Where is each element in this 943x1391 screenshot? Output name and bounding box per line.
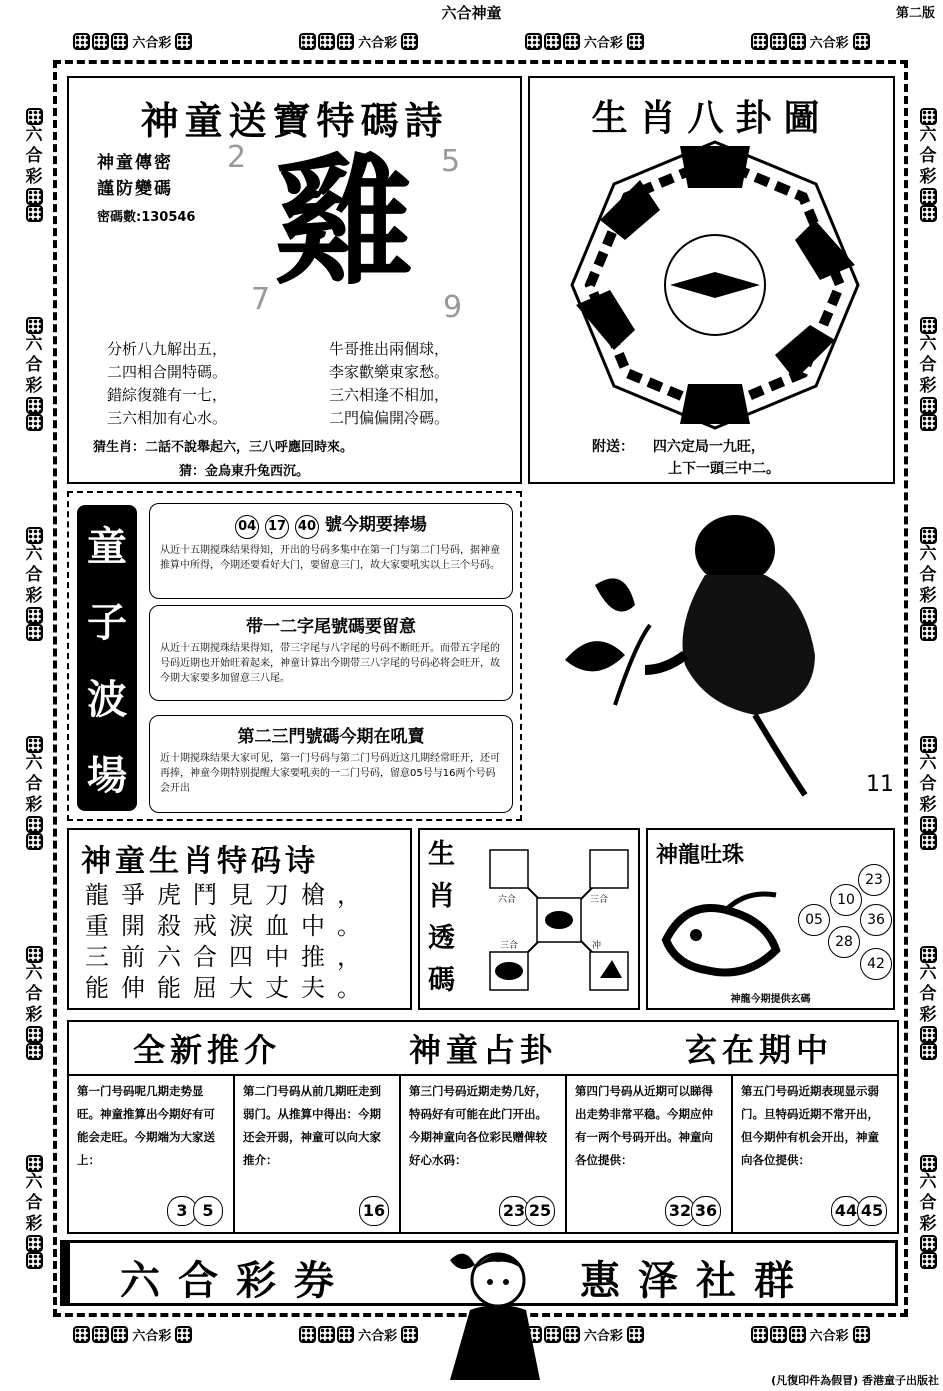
strip-label: 六 合 彩	[919, 334, 937, 397]
right-verses	[329, 338, 449, 430]
dice-icon	[26, 1155, 43, 1172]
block-body: 从近十五期搅珠结果得知，开出的号码多集中在第一门与第二门号码，据神童推算中所得，今期还要看好大门，要留意三门，故大家要吼实以上三个号码。	[160, 545, 500, 571]
secret-line-2: 謹防變碼	[97, 179, 173, 199]
dice-icon	[627, 1326, 644, 1343]
dice-icon	[299, 33, 316, 50]
dragon-box	[646, 828, 895, 1010]
strip-label: 六 合 彩	[25, 124, 43, 187]
number-circle: 36	[691, 1196, 721, 1226]
dice-icon	[853, 1326, 870, 1343]
tongzi-title	[77, 505, 137, 811]
xiao-label-2: 三合	[590, 895, 609, 905]
dice-icon	[920, 1235, 937, 1252]
dice-icon	[26, 816, 43, 833]
verse-line: 分析八九解出五，	[107, 340, 228, 358]
xiao-diagram-icon	[482, 840, 637, 1005]
strip-label: 六 合 彩	[25, 334, 43, 397]
column-text: 第四门号码从近期可以睇得出走势非常平稳。今期应仲有一两个号码开出。神童向各位提供：	[575, 1084, 713, 1167]
dragon-ball: 42	[860, 948, 892, 980]
dice-icon	[920, 527, 937, 544]
promo-column	[401, 1074, 567, 1232]
dice-icon	[26, 833, 43, 850]
promo-box	[67, 1020, 899, 1234]
guess-line-2: 猜：金烏東升兔西沉。	[179, 464, 310, 479]
dice-icon	[920, 397, 937, 414]
tongzi-char: 子	[87, 600, 127, 647]
page-header	[0, 0, 943, 22]
dice-icon	[853, 33, 870, 50]
footer-left-text: 六合彩券	[120, 1257, 352, 1304]
dice-icon	[920, 1043, 937, 1060]
dice-icon	[770, 1326, 787, 1343]
dice-icon	[26, 1026, 43, 1043]
dice-icon	[26, 624, 43, 641]
banner-text: 全新推介	[132, 1031, 281, 1069]
poem-box	[67, 76, 522, 484]
gift-line-2: 上下一頭三中二。	[668, 461, 780, 477]
dice-icon	[563, 33, 580, 50]
number-circle: 17	[265, 515, 289, 539]
dice-icon	[26, 1043, 43, 1060]
zodiac-line: 龍爭虎鬥見刀槍，	[85, 881, 373, 909]
tongzi-block-3	[149, 715, 513, 813]
xiao-title-char: 生	[428, 839, 455, 870]
number-circle: 3	[167, 1196, 197, 1226]
xiao-box	[418, 828, 640, 1010]
strip-label: 六 合 彩	[919, 1172, 937, 1235]
dice-icon	[26, 946, 43, 963]
number-circle: 40	[295, 515, 319, 539]
guess-line-1: 猜生肖：二話不說舉起六，三八呼應回時來。	[93, 440, 354, 455]
dice-icon	[920, 108, 937, 125]
dice-icon	[26, 108, 43, 125]
number-circle: 23	[499, 1196, 529, 1226]
dice-icon	[73, 33, 90, 50]
dragon-ball: 36	[860, 904, 892, 936]
dice-icon	[26, 188, 43, 205]
corner-digit-4: 9	[443, 290, 463, 325]
left-decor-strip	[18, 60, 50, 1317]
dice-icon	[563, 1326, 580, 1343]
strip-label: 六合彩	[132, 1328, 172, 1344]
column-text: 第五门号码近期表现显示弱门。旦特码近期不常开出，但今期仲有机会开出，神童向各位提供：	[741, 1084, 879, 1167]
gift-line-1: 四六定局一九旺，	[652, 439, 765, 455]
poem-title: 神童送寶特碼詩	[140, 98, 449, 143]
verse-line: 李家歡樂東家愁。	[329, 363, 450, 381]
copyright: (凡復印件為假冒) 香港童子出版社	[771, 1374, 939, 1387]
dice-icon	[26, 317, 43, 334]
strip-label: 六 合 彩	[25, 543, 43, 606]
strip-label: 六 合 彩	[919, 543, 937, 606]
dice-icon	[920, 624, 937, 641]
dragon-ball: 23	[858, 864, 890, 896]
number-circle: 45	[857, 1196, 887, 1226]
dice-icon	[26, 205, 43, 222]
xiao-label-3: 三合	[500, 941, 519, 951]
dice-icon	[751, 1326, 768, 1343]
number-circle: 44	[831, 1196, 861, 1226]
big-character: 雞	[273, 141, 414, 305]
promo-banner	[69, 1022, 897, 1076]
promo-column	[235, 1074, 401, 1232]
strip-label: 六 合 彩	[919, 962, 937, 1025]
child-figure-icon	[430, 1240, 550, 1388]
block-body: 近十期搅珠结果大家可见，第一门号码与第二门号码近这几期经常旺开，还可再捧，神童今期特别提醒大家要吼卖的一二门号码，留意05号与16两个号码会开出	[160, 753, 500, 794]
column-numbers	[835, 1196, 887, 1226]
strip-label: 六 合 彩	[25, 962, 43, 1025]
verse-line: 二門偏偏開冷碼。	[329, 409, 450, 427]
dice-icon	[26, 607, 43, 624]
dice-icon	[627, 33, 644, 50]
strip-label: 六合彩	[583, 1328, 623, 1344]
dragon-caption: 神龍今期提供玄碼	[730, 994, 811, 1005]
strip-label: 六合彩	[358, 35, 398, 51]
block-heading: 號今期要捧場	[324, 515, 427, 535]
monkey-illustration-icon	[555, 505, 840, 805]
column-numbers	[171, 1196, 223, 1226]
zodiac-line: 能伸能屈大丈夫。	[85, 974, 373, 1002]
dice-icon	[789, 33, 806, 50]
dice-icon	[337, 1326, 354, 1343]
dice-icon	[525, 33, 542, 50]
column-text: 第二门号码从前几期旺走到弱门。从推算中得出：今期还会开弱，神童可以向大家推介：	[243, 1084, 381, 1167]
page-title: 六合神童	[441, 4, 502, 22]
dice-icon	[175, 1326, 192, 1343]
zodiac-line: 重開殺戒淚血中。	[85, 912, 373, 940]
number-circle: 25	[525, 1196, 555, 1226]
strip-label: 六 合 彩	[919, 753, 937, 816]
dice-icon	[920, 1155, 937, 1172]
left-verses	[107, 338, 227, 430]
dice-icon	[401, 1326, 418, 1343]
strip-label: 六 合 彩	[25, 1172, 43, 1235]
bagua-title: 生肖八卦圖	[591, 97, 832, 139]
dragon-illustration-icon	[656, 880, 806, 985]
dice-icon	[920, 414, 937, 431]
dice-icon	[26, 1252, 43, 1269]
block-heading: 第二三門號碼今期在吼賣	[237, 727, 425, 747]
tongzi-char: 童	[87, 523, 127, 570]
xiao-title-char: 透	[428, 923, 455, 954]
dice-icon	[26, 397, 43, 414]
dice-icon	[26, 414, 43, 431]
banner-text: 神童占卦	[408, 1031, 557, 1069]
dragon-ball: 10	[830, 884, 862, 916]
right-decor-strip	[912, 60, 943, 1317]
promo-column	[567, 1074, 733, 1232]
edition-label: 第二版	[895, 6, 935, 21]
dice-icon	[337, 33, 354, 50]
dice-icon	[920, 1026, 937, 1043]
block-body: 从近十五期搅珠结果得知，带三字尾与八字尾的号码不断旺开。而带五字尾的号码近期也开始旺着起来，神童计算出今期带三八字尾的号码必将会旺开，故今期大家要多加留意三八尾。	[160, 643, 500, 684]
dice-icon	[318, 1326, 335, 1343]
tongzi-char: 波	[87, 676, 127, 723]
dice-icon	[920, 946, 937, 963]
dice-icon	[92, 1326, 109, 1343]
dice-icon	[26, 736, 43, 753]
dice-icon	[770, 33, 787, 50]
corner-digit-2: 5	[441, 144, 461, 179]
dice-icon	[26, 527, 43, 544]
dice-icon	[920, 816, 937, 833]
dice-icon	[111, 1326, 128, 1343]
dice-icon	[789, 1326, 806, 1343]
promo-column	[733, 1074, 897, 1232]
dice-icon	[175, 33, 192, 50]
dragon-ball: 05	[798, 904, 830, 936]
zodiac-poem-box	[67, 828, 412, 1010]
dice-icon	[920, 736, 937, 753]
dice-icon	[544, 33, 561, 50]
number-circle: 04	[235, 515, 259, 539]
verse-line: 三六相加有心水。	[107, 409, 228, 427]
xiao-title-char: 碼	[428, 965, 455, 996]
dice-icon	[73, 1326, 90, 1343]
dragon-ball: 28	[828, 926, 860, 958]
xiao-label-4: 冲	[592, 941, 602, 951]
column-numbers	[363, 1196, 389, 1226]
zodiac-poem-title: 神童生肖特码诗	[81, 844, 319, 879]
dice-icon	[111, 33, 128, 50]
dice-icon	[920, 205, 937, 222]
dice-icon	[920, 1252, 937, 1269]
number-circle: 5	[193, 1196, 223, 1226]
footer-right-text: 惠泽社群	[580, 1257, 812, 1304]
verse-line: 三六相逢不相加，	[329, 386, 450, 404]
dice-icon	[318, 33, 335, 50]
number-circle: 32	[665, 1196, 695, 1226]
strip-label: 六 合 彩	[25, 753, 43, 816]
strip-label: 六合彩	[132, 35, 172, 51]
dice-icon	[920, 188, 937, 205]
column-numbers	[503, 1196, 555, 1226]
promo-column	[69, 1074, 235, 1232]
xiao-title-char: 肖	[428, 881, 455, 912]
dice-icon	[920, 317, 937, 334]
strip-label: 六合彩	[809, 35, 849, 51]
verse-line: 牛哥推出兩個球，	[329, 340, 450, 358]
column-text: 第一门号码呢几期走势显旺。神童推算出今期好有可能会走旺。今期端为大家送上：	[77, 1084, 215, 1167]
bagua-diagram-icon	[570, 140, 860, 430]
dice-icon	[920, 833, 937, 850]
dice-icon	[920, 607, 937, 624]
xiao-label-1: 六合	[498, 895, 517, 905]
banner-text: 玄在期中	[684, 1031, 833, 1069]
verse-line: 二四相合開特碼。	[107, 363, 228, 381]
page-number: 11	[866, 772, 894, 797]
verse-line: 錯綜復雜有一七，	[107, 386, 228, 404]
column-text: 第三门号码近期走势几好，特码好有可能在此门开出。今期神童向各位彩民赠俾较好心水码：	[409, 1084, 547, 1167]
tongzi-block-2	[149, 605, 513, 701]
corner-digit-3: 7	[251, 282, 271, 317]
corner-digit-1: 2	[227, 140, 247, 175]
tongzi-char: 場	[87, 753, 127, 800]
tongzi-block-1	[149, 503, 513, 599]
dice-icon	[26, 1235, 43, 1252]
code-label: 密碼數:130546	[97, 210, 196, 225]
block-heading: 带一二字尾號碼要留意	[246, 617, 416, 637]
dice-icon	[751, 33, 768, 50]
strip-label: 六合彩	[809, 1328, 849, 1344]
bagua-box	[528, 76, 895, 484]
dice-icon	[92, 33, 109, 50]
number-circle: 16	[359, 1196, 389, 1226]
secret-line-1: 神童傳密	[97, 153, 173, 173]
dice-icon	[299, 1326, 316, 1343]
strip-label: 六 合 彩	[919, 124, 937, 187]
dice-icon	[401, 33, 418, 50]
dragon-title: 神龍吐珠	[656, 842, 745, 868]
gift-label: 附送：	[592, 439, 634, 455]
tongzi-box	[67, 491, 522, 821]
top-decor-strip	[20, 27, 923, 55]
zodiac-line: 三前六合四中推，	[85, 943, 373, 971]
strip-label: 六合彩	[358, 1328, 398, 1344]
column-numbers	[669, 1196, 721, 1226]
strip-label: 六合彩	[583, 35, 623, 51]
